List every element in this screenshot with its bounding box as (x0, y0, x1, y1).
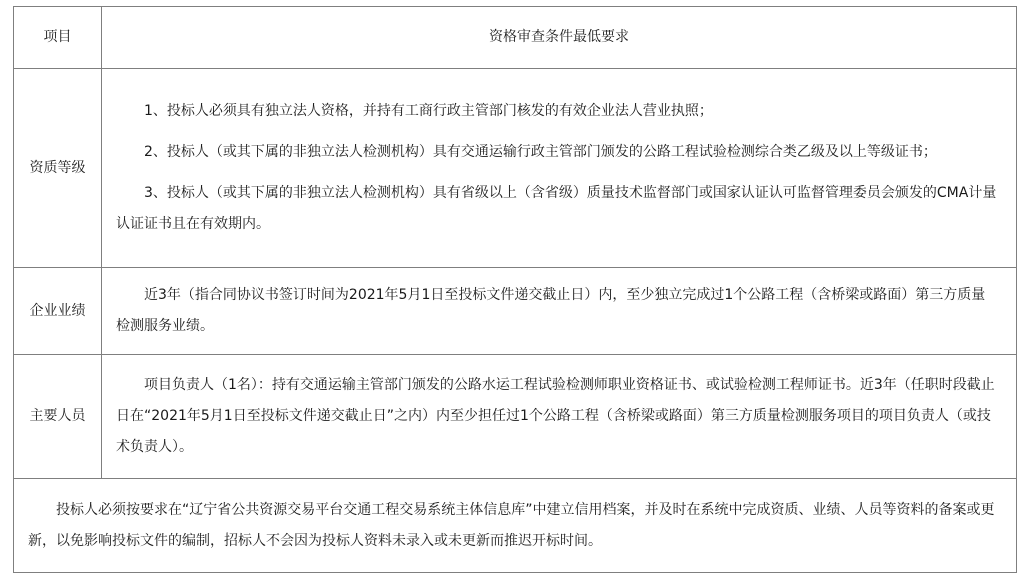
qualification-item-1: 1、投标人必须具有独立法人资格，并持有工商行政主管部门核发的有效企业法人营业执照； (144, 103, 713, 119)
table-row (14, 69, 1017, 268)
header-requirement: 资格审查条件最低要求 (102, 7, 1017, 69)
qualification-item-2: 2、投标人（或其下属的非独立法人检测机构）具有交通运输行政主管部门颁发的公路工程试验检测综合类乙级及以上等级证书； (144, 144, 937, 160)
performance-text: 近3年（指合同协议书签订时间为2021年5月1日至投标文件递交截止日）内，至少独立完成过1个公路工程（含桥梁或路面）第三方质量检测服务业绩。 (116, 287, 986, 334)
note-cell (14, 479, 1017, 573)
row-label-qualification: 资质等级 (14, 69, 102, 268)
row-content-qualification (102, 69, 1017, 268)
header-item: 项目 (14, 7, 102, 69)
credit-record-note: 投标人必须按要求在“辽宁省公共资源交易平台交通工程交易系统主体信息库”中建立信用档案，并及时在系统中完成资质、业绩、人员等资料的备案或更新，以免影响投标文件的编制，招标人不会因为投标人资料未录入或未更新而推迟开标时间。 (28, 501, 995, 549)
row-label-key-personnel: 主要人员 (14, 355, 102, 479)
key-personnel-text: 项目负责人（1名）：持有交通运输主管部门颁发的公路水运工程试验检测师职业资格证书、或试验检测工程师证书。近3年（任职时段截止日在“2021年5月1日至投标文件递交截止日”之内）内至少担任过1个公路工程（含桥梁或路面）第三方质量检测服务项目的项目负责人（或技术负责人）。 (116, 377, 995, 455)
row-label-performance: 企业业绩 (14, 268, 102, 355)
row-content-performance (102, 268, 1017, 355)
qualification-requirements-table (13, 6, 1017, 573)
table-header-row (14, 7, 1017, 69)
table-row (14, 268, 1017, 355)
table-row (14, 355, 1017, 479)
table-row (14, 479, 1017, 573)
row-content-key-personnel (102, 355, 1017, 479)
qualification-item-3: 3、投标人（或其下属的非独立法人检测机构）具有省级以上（含省级）质量技术监督部门或国家认证认可监督管理委员会颁发的CMA计量认证证书且在有效期内。 (116, 185, 997, 232)
